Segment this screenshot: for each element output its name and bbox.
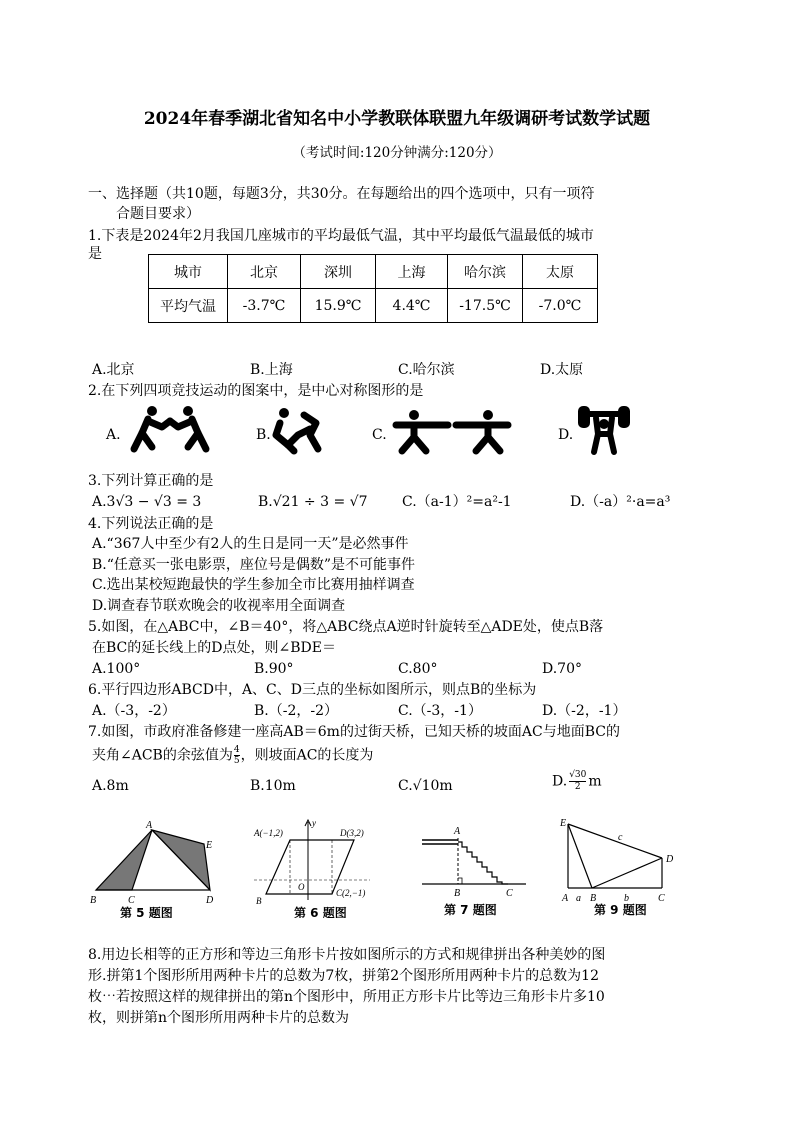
point-label: B <box>454 888 461 899</box>
q4-stem: 4.下列说法正确的是 <box>88 516 214 532</box>
q1-option-c: C.哈尔滨 <box>398 362 455 378</box>
table-cell: 城市 <box>149 255 228 289</box>
q7-option-c: C.√10m <box>398 778 453 794</box>
section-heading: 一、选择题（共10题，每题3分，共30分。在每题给出的四个选项中，只有一项符 <box>88 186 595 202</box>
q6-option-c: C.（-3，-1） <box>398 703 482 719</box>
point-label: D(3,2) <box>340 828 364 838</box>
figure-5 <box>88 818 218 918</box>
q1-stem-cont: 是 <box>88 246 102 262</box>
q1-option-a: A.北京 <box>92 362 135 378</box>
table-cell: 15.9℃ <box>301 289 376 323</box>
q4-option-a: A.“367人中至少有2人的生日是同一天”是必然事件 <box>92 536 409 552</box>
fraction-denominator: 2 <box>574 782 581 792</box>
length-label: c <box>618 832 623 843</box>
temperature-table <box>148 254 598 323</box>
point-label: D <box>206 895 214 906</box>
option-letter: D. <box>552 773 568 790</box>
point-label: A <box>454 826 461 837</box>
point-label: A(−1,2) <box>254 828 283 838</box>
q7-option-a: A.8m <box>92 778 129 794</box>
table-cell: 北京 <box>228 255 301 289</box>
q1-option-d: D.太原 <box>540 362 584 378</box>
origin-label: O <box>298 882 305 892</box>
table-row <box>149 289 598 323</box>
q4-option-d: D.调查春节联欢晚会的收视率用全面调查 <box>92 598 346 614</box>
q5-option-c: C.80° <box>398 661 438 677</box>
figure-9 <box>558 814 688 918</box>
point-label: C(2,−1) <box>336 888 366 898</box>
q3-option-d: D.（-a）²·a=a³ <box>570 494 671 510</box>
fraction-denominator: 5 <box>233 756 240 766</box>
fraction <box>569 770 586 793</box>
point-label: A <box>146 820 153 831</box>
q8-stem-cont: 枚，则拼第n个图形所用两种卡片的总数为 <box>88 1010 350 1026</box>
table-cell: 平均气温 <box>149 289 228 323</box>
wrestling-pictogram <box>270 405 326 455</box>
q7-option-d <box>552 770 602 793</box>
q2-stem: 2.在下列四项竞技运动的图案中，是中心对称图形的是 <box>88 383 424 399</box>
q8-stem: 8.用边长相等的正方形和等边三角形卡片按如图所示的方式和规律拼出各种美妙的图 <box>88 947 606 963</box>
table-cell: 哈尔滨 <box>448 255 523 289</box>
q7-stem-cont <box>92 745 373 766</box>
axis-label: y <box>312 818 316 828</box>
fraction-numerator: 4 <box>233 745 240 755</box>
figure-caption: 第 7 题图 <box>444 903 497 917</box>
length-label: a <box>576 893 581 904</box>
point-label: A <box>562 893 569 904</box>
q7-stem: 7.如图，市政府准备修建一座高AB＝6m的过街天桥，已知天桥的坡面AC与地面BC的 <box>88 724 621 740</box>
q1-option-b: B.上海 <box>250 362 293 378</box>
q5-option-a: A.100° <box>92 661 141 677</box>
table-cell: 上海 <box>376 255 448 289</box>
q6-option-b: B.（-2，-2） <box>254 703 339 719</box>
figure-caption: 第 9 题图 <box>594 903 647 917</box>
q2-option-b-label: B. <box>256 427 271 443</box>
figure-caption: 第 5 题图 <box>120 906 173 918</box>
unit: m <box>588 773 602 790</box>
q5-option-d: D.70° <box>542 661 582 677</box>
q2-option-c-label: C. <box>372 427 387 443</box>
point-label: C <box>658 893 665 904</box>
weightlifting-pictogram <box>574 404 634 456</box>
q8-stem-cont: 形.拼第1个图形所用两种卡片的总数为7枚，拼第2个图形所用两种卡片的总数为12 <box>88 968 599 984</box>
table-cell: -3.7℃ <box>228 289 301 323</box>
q5-option-b: B.90° <box>254 661 294 677</box>
table-cell: 太原 <box>523 255 598 289</box>
figure-7 <box>418 818 530 918</box>
figure-6 <box>250 818 380 918</box>
point-label: C <box>506 888 513 899</box>
point-label: E <box>560 818 567 829</box>
section-heading-cont: 合题目要求） <box>116 206 200 222</box>
q3-option-b: B.√21 ÷ 3 = √7 <box>258 494 368 510</box>
fraction-numerator: √30 <box>569 770 587 780</box>
q1-stem: 1.下表是2024年2月我国几座城市的平均最低气温，其中平均最低气温最低的城市 <box>88 228 594 244</box>
q7-stem-text: 夹角∠ACB的余弦值为 <box>92 747 233 764</box>
point-label: D <box>666 854 674 865</box>
point-label: B <box>90 895 97 906</box>
point-label: C <box>128 895 135 906</box>
q7-stem-text-end: ，则坡面AC的长度为 <box>240 747 374 764</box>
q3-option-c: C.（a-1）²=a²-1 <box>402 494 512 510</box>
q4-option-b: B.“任意买一张电影票，座位号是偶数”是不可能事件 <box>92 557 416 573</box>
q2-option-d-label: D. <box>558 427 574 443</box>
q3-option-a: A.3√3 − √3 = 3 <box>92 494 202 510</box>
q7-option-b: B.10m <box>250 778 296 794</box>
q4-option-c: C.选出某校短跑最快的学生参加全市比赛用抽样调查 <box>92 577 415 593</box>
q2-option-a-label: A. <box>106 427 121 443</box>
page-title: 2024年春季湖北省知名中小学教联体联盟九年级调研考试数学试题 <box>143 109 651 129</box>
point-label: B <box>256 896 262 906</box>
q6-option-d: D.（-2，-1） <box>542 703 627 719</box>
q5-stem-cont: 在BC的延长线上的D点处，则∠BDE＝ <box>92 640 336 656</box>
q8-stem-cont: 枚⋯若按照这样的规律拼出的第n个图形中，所用正方形卡片比等边三角形卡片多10 <box>88 989 605 1005</box>
table-cell: 4.4℃ <box>376 289 448 323</box>
q6-option-a: A.（-3，-2） <box>92 703 176 719</box>
point-label: B <box>590 893 597 904</box>
point-label: E <box>206 840 213 851</box>
table-header-row <box>149 255 598 289</box>
tug-of-war-pictogram <box>392 407 512 457</box>
q5-stem: 5.如图，在△ABC中，∠B＝40°，将△ABC绕点A逆时针旋转至△ADE处，使点B落 <box>88 619 604 635</box>
table-cell: -7.0℃ <box>523 289 598 323</box>
exam-info: （考试时间:120分钟满分:120分） <box>292 145 502 161</box>
fencing-pictogram <box>122 403 218 455</box>
length-label: b <box>624 893 629 904</box>
q6-stem: 6.平行四边形ABCD中，A、C、D三点的坐标如图所示，则点B的坐标为 <box>88 682 537 698</box>
fraction <box>234 745 240 766</box>
q3-stem: 3.下列计算正确的是 <box>88 473 214 489</box>
table-cell: -17.5℃ <box>448 289 523 323</box>
table-cell: 深圳 <box>301 255 376 289</box>
figure-caption: 第 6 题图 <box>294 906 347 918</box>
